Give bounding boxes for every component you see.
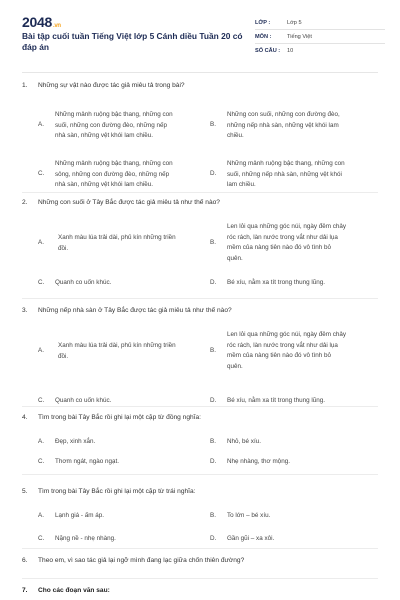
question-title	[22, 586, 382, 596]
question-text: Tìm trong bài Tây Bắc rồi ghi lại một cặp từ trái nghĩa:	[38, 488, 196, 495]
meta-row-count	[255, 44, 385, 58]
question-title	[22, 81, 382, 91]
question-divider	[22, 192, 378, 193]
meta-value: Tiếng Việt	[287, 33, 312, 40]
meta-value: Lớp 5	[287, 19, 302, 26]
question-text: Những nếp nhà sàn ở Tây Bắc được tác giả miêu tả như thế nào?	[38, 307, 232, 314]
option-d[interactable]: D. Bé xíu, nằm xa tít trong thung lũng.	[210, 279, 326, 286]
question-1	[22, 81, 382, 188]
question-number: 2.	[22, 199, 28, 206]
document-title: Bài tập cuối tuần Tiếng Việt lớp 5 Cánh diều Tuần 20 có đáp án	[22, 31, 243, 52]
option-b[interactable]: B. Len lỏi qua những góc núi, ngày đêm chảy róc rách, làn nước trong vắt như dải lụa mềm của nàng tiên nào đó vô tình bỏ quên.	[210, 331, 347, 370]
question-number: 1.	[22, 82, 28, 89]
question-number: 5.	[22, 488, 28, 495]
question-text: Những con suối ở Tây Bắc được tác giả miêu tả như thế nào?	[38, 199, 220, 206]
document-header	[22, 12, 382, 74]
question-5	[22, 487, 382, 547]
question-2	[22, 198, 382, 288]
question-title	[22, 556, 382, 566]
meta-row-class	[255, 16, 385, 30]
logo-suffix: .vn	[52, 23, 61, 29]
question-divider	[22, 548, 378, 549]
option-a[interactable]: A. Đẹp, xinh xắn.	[38, 438, 96, 445]
question-text: Cho các đoạn văn sau:	[38, 587, 110, 594]
meta-key: MÔN :	[255, 33, 272, 40]
option-d[interactable]: D. Nhẹ nhàng, thơ mộng.	[210, 458, 290, 465]
question-text: Theo em, vì sao tác giả lại ngỡ mình đang lạc giữa chốn thiên đường?	[38, 557, 245, 564]
option-c[interactable]: C. Quanh co uốn khúc.	[38, 279, 112, 286]
question-3	[22, 306, 382, 404]
option-d[interactable]: D. Gần gũi – xa xôi.	[210, 535, 275, 542]
option-b[interactable]: B. Những con suối, những con đường đèo, những nếp nhà sàn, những vệt khói lam chiều.	[210, 111, 340, 139]
meta-key: SỐ CÂU :	[255, 48, 281, 54]
option-d[interactable]: D. Những mảnh ruộng bậc thang, những con suối, những nếp nhà sàn, những vệt khói lam chiều.	[210, 160, 345, 188]
question-divider	[22, 474, 378, 475]
question-title	[22, 487, 382, 497]
option-c[interactable]: C. Thơm ngát, ngào ngạt.	[38, 458, 119, 465]
question-text: Những sự vật nào được tác giả miêu tả trong bài?	[38, 82, 185, 89]
question-7	[22, 586, 382, 596]
option-b[interactable]: B. To lớn – bé xíu.	[210, 512, 271, 519]
option-group	[22, 497, 382, 547]
question-6	[22, 556, 382, 566]
option-c[interactable]: C. Những mảnh ruộng bậc thang, những con sông, những con đường đèo, những nếp nhà sàn, những vệt khói lam chiều.	[38, 160, 173, 188]
option-a[interactable]: A. Xanh màu lúa trải dài, phủ kín những triền đồi.	[38, 342, 176, 360]
option-group	[22, 91, 382, 188]
question-divider	[22, 298, 378, 299]
question-number: 3.	[22, 307, 28, 314]
option-group	[22, 208, 382, 288]
site-logo[interactable]	[22, 14, 61, 30]
option-a[interactable]: A. Xanh màu lúa trải dài, phủ kín những triền đồi.	[38, 234, 176, 252]
question-number: 4.	[22, 414, 28, 421]
question-number: 6.	[22, 557, 28, 564]
option-group	[22, 423, 382, 473]
header-divider	[22, 72, 378, 73]
option-d[interactable]: D. Bé xíu, nằm xa tít trong thung lũng.	[210, 397, 326, 404]
option-c[interactable]: C. Quanh co uốn khúc.	[38, 397, 112, 404]
question-divider	[22, 406, 378, 407]
question-divider	[22, 578, 378, 579]
question-title	[22, 306, 382, 316]
question-4	[22, 413, 382, 473]
question-text: Tìm trong bài Tây Bắc rồi ghi lại một cặp từ đồng nghĩa:	[38, 414, 201, 421]
option-c[interactable]: C. Nặng nề - nhẹ nhàng.	[38, 535, 116, 542]
option-a[interactable]: A. Những mảnh ruộng bậc thang, những con suối, những con đường đèo, những nếp nhà sàn, những vệt khói lam chiều.	[38, 111, 173, 139]
question-number: 7.	[22, 587, 28, 594]
option-a[interactable]: A. Lạnh giá - ấm áp.	[38, 512, 105, 519]
document-meta	[255, 16, 385, 58]
option-b[interactable]: B. Len lỏi qua những góc núi, ngày đêm chảy róc rách, làn nước trong vắt như dải lụa mềm của nàng tiên nào đó vô tình bỏ quên.	[210, 223, 347, 262]
meta-key: LỚP :	[255, 19, 271, 26]
option-b[interactable]: B. Nhỏ, bé xíu.	[210, 438, 261, 445]
question-title	[22, 413, 382, 423]
meta-value: 10	[287, 48, 294, 54]
meta-row-subject	[255, 30, 385, 44]
option-group	[22, 316, 382, 404]
logo-main: 2048	[22, 14, 52, 30]
question-title	[22, 198, 382, 208]
